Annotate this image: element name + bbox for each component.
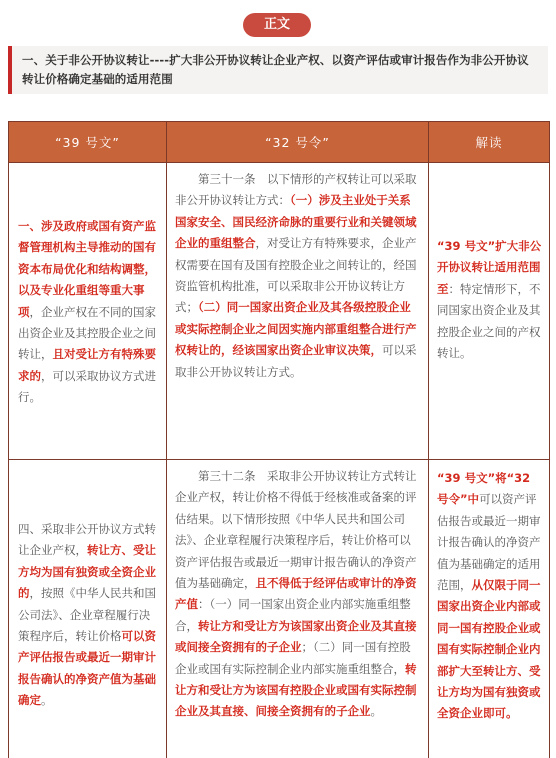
- section-heading: 一、关于非公开协议转让----扩大非公开协议转让企业产权、以资产评估或审计报告作为非公开协议转让价格确定基础的适用范围: [8, 46, 548, 94]
- highlighted-text: 从仅限于同一国家出资企业内部或同一国有控股企业或国有实际控制企业内部扩大至转让方、受让方均为国有独资或全资企业即可。: [437, 578, 541, 721]
- cell-39-clause-1: [9, 163, 167, 460]
- body-text: 。: [41, 693, 53, 708]
- highlighted-text: 且不得低于经评估或审计的净资产值: [175, 576, 417, 612]
- body-text: 第三十二条 采取非公开协议转让方式转让企业产权，转让价格不得低于经核准或备案的评估结果。以下情形按照《中华人民共和国公司法》、企业章程履行决策程序后，转让价格可以资产评估报告或最近一期审计报告确认的净资产值为基础确定，: [175, 469, 417, 591]
- highlighted-text: 转让方、受让方均为国有独资或全资企业的: [18, 543, 156, 601]
- highlighted-text: 一、涉及政府或国有资产监督管理机构主导推动的国有资本布局优化和结构调整，以及专业化重组等重大事项: [18, 219, 156, 319]
- highlighted-text: “39 号文”扩大非公开协议转让适用范围至: [437, 239, 542, 296]
- cell-32-article-32: [167, 460, 429, 758]
- highlighted-text: 转让方和受让方为该国有控股企业或国有实际控制企业及其直接、间接全资拥有的子企业: [175, 661, 417, 719]
- highlighted-text: （二）同一国家出资企业及其各级控股企业或实际控制企业之间因实施内部重组整合进行产权转让的，经该国家出资企业审议决策，: [175, 300, 417, 358]
- body-text: 。: [370, 704, 382, 719]
- column-header-interpretation: 解读: [429, 122, 550, 163]
- table-header-row: [9, 122, 550, 163]
- body-text: 可以采取非公开协议转让方式。: [175, 343, 417, 379]
- body-text: 第三十一条 以下情形的产权转让可以采取非公开协议转让方式：: [175, 172, 417, 208]
- column-header-32: “32 号令”: [167, 122, 429, 163]
- highlighted-text: “39 号文”将“32 号令”中: [437, 471, 531, 507]
- body-text: ，可以采取协议方式进行。: [18, 368, 156, 405]
- body-text: ，按照《中华人民共和国公司法》、企业章程履行决策程序后，转让价格: [18, 586, 156, 644]
- section-badge: 正文: [243, 13, 311, 37]
- highlighted-text: 可以资产评估报告或最近一期审计报告确认的净资产值为基础确定: [18, 629, 156, 708]
- table-row: [9, 163, 550, 460]
- highlighted-text: （一）涉及主业处于关系国家安全、国民经济命脉的重要行业和关键领域企业的重组整合: [175, 193, 417, 251]
- body-text: ：特定情形下，不同国家出资企业及其控股企业之间的产权转让。: [437, 281, 541, 361]
- cell-interpretation-1: [429, 163, 550, 460]
- body-text: ，企业产权在不同的国家出资企业及其控股企业之间转让，: [18, 304, 156, 362]
- highlighted-text: 且对受让方有特殊要求的: [18, 347, 156, 383]
- table-row: [9, 460, 550, 758]
- column-header-39: “39 号文”: [9, 122, 167, 163]
- cell-39-clause-4: [9, 460, 167, 758]
- body-text: ，对受让方有特殊要求，企业产权需要在国有及国有控股企业之间转让的，经国资监管机构批准，可以采取非公开协议转让方式；: [175, 236, 417, 315]
- cell-32-article-31: [167, 163, 429, 460]
- body-text: 可以资产评估报告或最近一期审计报告确认的净资产值为基础确定的适用范围，: [437, 492, 541, 593]
- body-text: 四、采取非公开协议方式转让企业产权，: [18, 522, 156, 558]
- body-text: ：（一）同一国家出资企业内部实施重组整合，: [175, 597, 411, 633]
- highlighted-text: 转让方和受让方为该国家出资企业及其直接或间接全资拥有的子企业: [175, 618, 417, 655]
- body-text: ；（二）同一国有控股企业或国有实际控制企业内部实施重组整合，: [175, 640, 411, 676]
- cell-interpretation-2: [429, 460, 550, 758]
- comparison-table: [8, 121, 550, 758]
